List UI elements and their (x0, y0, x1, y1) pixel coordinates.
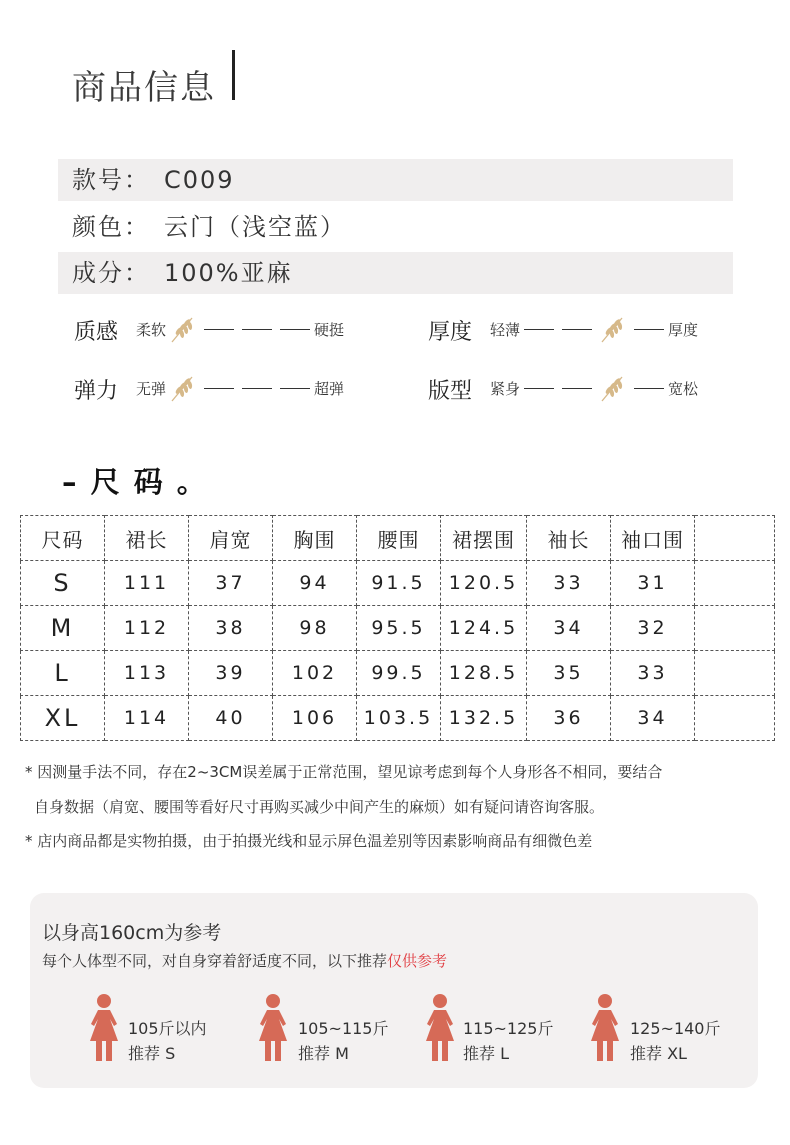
table-cell: 111 (105, 561, 189, 606)
size-label-cell: L (21, 651, 105, 696)
scale-dash (280, 388, 310, 389)
wheat-icon (168, 373, 198, 403)
scale-dash (524, 388, 554, 389)
scale-thickness (490, 314, 698, 344)
table-header-cell: 袖长 (527, 516, 611, 561)
size-label-cell: S (21, 561, 105, 606)
reference-weight: 105~115斤 (298, 1019, 389, 1038)
attr-name-elasticity: 弹力 (74, 379, 119, 404)
wheat-icon (598, 373, 628, 403)
info-label: 颜色： (72, 213, 150, 241)
reference-recommend: 推荐 M (298, 1044, 349, 1063)
person-icon (585, 993, 625, 1063)
reference-subtitle-text: 每个人体型不同，对自身穿着舒适度不同，以下推荐 (42, 952, 388, 970)
table-cell: 103.5 (357, 696, 441, 741)
person-icon (253, 993, 293, 1063)
scale-elasticity (136, 373, 344, 403)
reference-weight: 105斤以内 (128, 1019, 207, 1038)
table-cell: 113 (105, 651, 189, 696)
person-icon (84, 993, 124, 1063)
scale-dash (242, 329, 272, 330)
table-cell (695, 561, 775, 606)
table-cell: 91.5 (357, 561, 441, 606)
attr-name-fit: 版型 (428, 379, 473, 404)
table-cell: 106 (273, 696, 357, 741)
scale-texture (136, 314, 344, 344)
scale-dash (204, 329, 234, 330)
table-cell: 112 (105, 606, 189, 651)
info-row-color (58, 206, 733, 248)
reference-title: 以身高160cm为参考 (42, 922, 222, 944)
table-cell: 34 (611, 696, 695, 741)
table-header-cell: 裙摆围 (441, 516, 527, 561)
scale-dash (562, 329, 592, 330)
table-cell: 94 (273, 561, 357, 606)
table-header-cell: 尺码 (21, 516, 105, 561)
size-label-cell: XL (21, 696, 105, 741)
table-cell: 40 (189, 696, 273, 741)
size-label-cell: M (21, 606, 105, 651)
scale-dash (242, 388, 272, 389)
table-cell: 37 (189, 561, 273, 606)
table-header-cell: 裙长 (105, 516, 189, 561)
table-cell: 128.5 (441, 651, 527, 696)
scale-fit (490, 373, 698, 403)
table-cell: 31 (611, 561, 695, 606)
scale-left-label: 轻薄 (490, 320, 521, 339)
table-header-cell: 胸围 (273, 516, 357, 561)
table-cell: 38 (189, 606, 273, 651)
info-row-style (58, 159, 733, 201)
scale-right-label: 宽松 (668, 379, 699, 398)
table-cell: 95.5 (357, 606, 441, 651)
scale-dash (634, 388, 664, 389)
table-cell: 33 (527, 561, 611, 606)
scale-right-label: 厚度 (668, 320, 699, 339)
info-label: 成分： (72, 259, 150, 287)
scale-left-label: 柔软 (136, 320, 167, 339)
reference-recommend: 推荐 XL (630, 1044, 687, 1063)
table-cell: 114 (105, 696, 189, 741)
table-cell: 33 (611, 651, 695, 696)
table-cell: 36 (527, 696, 611, 741)
info-value: 云门（浅空蓝） (164, 213, 346, 241)
table-cell: 120.5 (441, 561, 527, 606)
table-header-cell: 腰围 (357, 516, 441, 561)
person-icon (420, 993, 460, 1063)
info-value: C009 (164, 166, 235, 194)
title-divider (232, 50, 235, 100)
size-table (20, 515, 775, 741)
reference-recommend: 推荐 S (128, 1044, 176, 1063)
scale-dash (204, 388, 234, 389)
table-header-cell: 肩宽 (189, 516, 273, 561)
scale-dash (280, 329, 310, 330)
scale-left-label: 紧身 (490, 379, 521, 398)
table-cell: 102 (273, 651, 357, 696)
info-value: 100%亚麻 (164, 259, 293, 287)
reference-highlight: 仅供参考 (387, 952, 448, 970)
scale-right-label: 硬挺 (314, 320, 345, 339)
table-cell: 99.5 (357, 651, 441, 696)
info-label: 款号： (72, 166, 150, 194)
reference-weight: 125~140斤 (630, 1019, 721, 1038)
table-header-cell (695, 516, 775, 561)
size-section-title: – 尺 码 。 (62, 465, 208, 499)
reference-subtitle (42, 950, 447, 971)
note-measurement-cont: 自身数据（肩宽、腰围等看好尺寸再购买减少中间产生的麻烦）如有疑问请咨询客服。 (34, 798, 605, 816)
table-cell: 39 (189, 651, 273, 696)
table-row (21, 561, 775, 606)
table-row (21, 696, 775, 741)
table-cell (695, 606, 775, 651)
table-header-row (21, 516, 775, 561)
table-cell (695, 651, 775, 696)
note-color-diff: * 店内商品都是实物拍摄，由于拍摄光线和显示屏色温差别等因素影响商品有细微色差 (25, 832, 593, 850)
wheat-icon (598, 314, 628, 344)
reference-weight: 115~125斤 (463, 1019, 554, 1038)
info-row-composition (58, 252, 733, 294)
wheat-icon (168, 314, 198, 344)
table-cell: 124.5 (441, 606, 527, 651)
reference-recommend: 推荐 L (463, 1044, 510, 1063)
table-header-cell: 袖口围 (611, 516, 695, 561)
page-title: 商品信息 (72, 68, 216, 108)
table-cell: 34 (527, 606, 611, 651)
table-cell (695, 696, 775, 741)
table-row (21, 606, 775, 651)
table-cell: 32 (611, 606, 695, 651)
table-cell: 98 (273, 606, 357, 651)
attr-name-texture: 质感 (74, 320, 119, 345)
table-row (21, 651, 775, 696)
scale-left-label: 无弹 (136, 379, 167, 398)
scale-dash (524, 329, 554, 330)
table-cell: 132.5 (441, 696, 527, 741)
note-measurement: * 因测量手法不同，存在2~3CM误差属于正常范围，望见谅考虑到每个人身形各不相同，要结合 (25, 763, 663, 781)
scale-dash (562, 388, 592, 389)
scale-dash (634, 329, 664, 330)
attr-name-thickness: 厚度 (428, 320, 473, 345)
table-cell: 35 (527, 651, 611, 696)
scale-right-label: 超弹 (314, 379, 345, 398)
